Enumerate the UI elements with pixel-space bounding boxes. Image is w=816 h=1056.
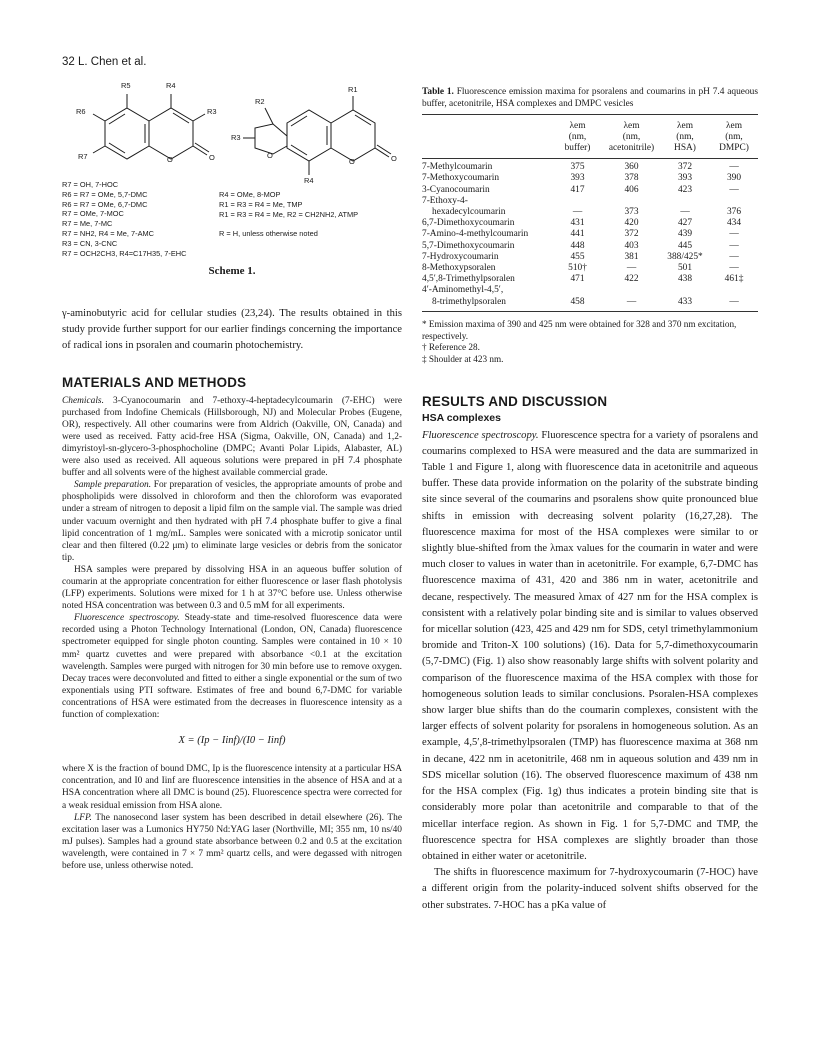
chemicals-title: Chemicals. [62, 395, 104, 406]
compound-name: 6,7-Dimethoxycoumarin [422, 218, 515, 229]
compound-name: 7-Amino-4-methylcoumarin [422, 229, 529, 240]
table-cell: 406 [624, 184, 639, 195]
legend-spacer [219, 219, 358, 229]
table-cell: — [729, 184, 739, 195]
lfp-paragraph [62, 812, 402, 872]
compound-name: hexadecylcoumarin [432, 206, 506, 217]
label-o-ring-psoralen: O [349, 157, 355, 166]
section-heading-results: RESULTS AND DISCUSSION [422, 393, 608, 409]
legend-line: R7 = OMe, 7-MOC [62, 209, 124, 219]
table-cell: — [626, 262, 637, 273]
table-cell: 455 [570, 251, 585, 262]
table-footnotes [422, 319, 758, 365]
lfp-title: LFP. [74, 812, 92, 823]
table-cell [552, 285, 603, 296]
legend-line: R7 = OH, 7-HOC [62, 180, 119, 189]
table-body [422, 162, 758, 308]
legend-line: R = H, unless otherwise noted [219, 229, 318, 239]
table-cell: 422 [624, 274, 639, 285]
scheme-1 [62, 78, 402, 318]
label-o-ring: O [167, 155, 173, 164]
table-cell: 427 [677, 218, 693, 229]
table-cell: 381 [624, 251, 639, 262]
fluorescence-text: Steady-state and time-resolved fluorescence data were recorded using a Photon Technology International (London, ON, Canada) fluorescence spectrometer equipped for single photon counting. Samples were contained in 10 × 10 mm² quartz cuvettes and were prepared with absorbance <0.1 at the excitation wavelength. Samples were purged with nitrogen for 30 min before use to remove oxygen. Decay traces were deconvoluted and fitted to either a single exponential or the sum of two exponentials using PTI software. Estimates of free and bound 6,7-DMC for variable concentrations of HSA were estimated from the decreases in fluorescence intensity as a function of complexation: [62, 613, 402, 721]
chemicals-text: 3-Cyanocoumarin and 7-ethoxy-4-heptadecylcoumarin (7-EHC) were purchased from Indofine Chemicals (Hillsborough, NJ) and Molecular Probes (Eugene, OR), respectively. All other coumarins were from Aldrich (Oakville, ON, Canada) and were used as received. Fatty acid-free HSA (Sigma, Oakville, ON, Canada) and 1,2-dimyristoyl-sn-glycero-3-phosphocholine (DMPC; Avanti Polar Lipids, Alabaster, AL) were also used as received. All aqueous solutions were prepared in pH 7.4 phosphate buffer and all solvents were of the highest available commercial grade. [62, 395, 402, 479]
table-cell: 458 [570, 296, 585, 307]
table-row [422, 185, 758, 196]
table-cell: 445 [677, 240, 693, 251]
table-caption-text: Fluorescence emission maxima for psoralens and coumarins in pH 7.4 aqueous buffer, acetonitrile, HSA complexes and DMPC vesicles [422, 87, 758, 109]
table-cell: 388/425* [667, 251, 703, 262]
table-cell: 393 [677, 173, 693, 184]
chemicals-paragraph [62, 395, 402, 480]
compound-name: 7-Methoxycoumarin [422, 173, 500, 184]
compound-name: 5,7-Dimethoxycoumarin [422, 240, 515, 251]
table-row [422, 218, 758, 229]
where-paragraph: where X is the fraction of bound DMC, Ip is the fluorescence intensity at a particular HSA concentration, and I0 and Iinf are fluorescence intensities in the absence of HSA and at a HSA concentration where all DMC is bound (25). Fluorescence spectra were corrected for a weak residual emission from HSA alone. [62, 764, 402, 811]
table-cell: 376 [726, 206, 742, 217]
table-row [422, 229, 758, 240]
intro-paragraph: γ-aminobutyric acid for cellular studies (23,24). The results obtained in this study provide further support for our earlier findings concerning the importance of radical ions in psoralen and coumarin photochemistry. [62, 308, 402, 352]
table-cell: 434 [726, 218, 742, 229]
legend-line: R7 = OCH2CH3, R4=C17H35, 7-EHC [62, 248, 187, 258]
scheme-caption: Scheme 1. [208, 265, 256, 277]
fs-title: Fluorescence spectroscopy. [422, 429, 539, 441]
table-cell [660, 285, 710, 296]
table-cell: 471 [570, 274, 585, 285]
table-row [422, 274, 758, 285]
table-cell: 423 [677, 184, 693, 195]
header-dmpc: λem (nm, DMPC) [719, 120, 749, 153]
table-row [422, 162, 758, 173]
label-r1: R1 [348, 85, 358, 94]
lfp-text: The nanosecond laser system has been described in detail elsewhere (26). The excitation laser was a Lumonics HY750 Nd:YAG laser (Northville, MI; 355 nm, 10 ns/40 mJ pulses). Samples had a ground state absorbance between 0.2 and 0.5 at the excitation wavelength, were contained in 7 × 7 mm² quartz cells, and were degassed with nitrogen before use, unless otherwise noted. [62, 812, 402, 871]
compound-name: 8-Methoxypsoralen [422, 262, 496, 273]
sample-text: For preparation of vesicles, the appropriate amounts of probe and phospholipids were dissolved in chloroform and then the chloroform was evaporated under a stream of nitrogen to deposit a lipid film on the sample vial. The sample was dried under vacuum overnight and then hydrated with pH 7.4 phosphate buffer to give a final lipid concentration of 1 mg/mL. Samples were sonicated with a microtip sonicator until clear and then filtered (0.22 μm) to eliminate large vesicles or debris from the sonicator tip. [62, 480, 403, 563]
label-r6: R6 [76, 107, 86, 116]
table-row [422, 285, 758, 296]
table-cell: 438 [677, 274, 693, 285]
label-r3-psoralen: R3 [231, 133, 241, 142]
table-cell: 461‡ [724, 274, 744, 285]
compound-name: 8-trimethylpsoralen [432, 296, 506, 307]
table-row [422, 263, 758, 274]
sample-title: Sample preparation. [74, 480, 152, 491]
table-cell: 439 [677, 229, 693, 240]
table-cell: — [729, 229, 739, 240]
legend-line: R6 = R7 = OMe, 5,7-DMC [62, 189, 148, 199]
hoc-paragraph: The shifts in fluorescence maximum for 7-hydroxycoumarin (7-HOC) have a different origin from the polarity-induced solvent shifts observed for the other substrates. 7-HOC has a pKa value of [422, 867, 758, 911]
table-row [422, 241, 758, 252]
table-cell: — [729, 296, 739, 307]
legend-line: R3 = CN, 3-CNC [62, 238, 118, 248]
equation: X = (Ip − Iinf)/(I0 − Iinf) [178, 735, 286, 747]
table-cell: 417 [570, 184, 585, 195]
legend-coumarins [62, 180, 186, 258]
legend-line: R1 = R3 = R4 = Me, TMP [219, 199, 303, 209]
table-cell: 378 [624, 173, 639, 184]
label-r4: R4 [166, 81, 176, 90]
table-cell: 372 [677, 162, 693, 173]
table-cell [660, 196, 710, 207]
footnote: † Reference 28. [422, 342, 480, 353]
compound-name: 7-Ethoxy-4- [422, 195, 468, 206]
label-o-furan: O [267, 151, 273, 160]
table-cell: 375 [570, 162, 585, 173]
subheading-hsa-complexes: HSA complexes [422, 411, 501, 424]
table-cell: 420 [624, 218, 639, 229]
label-r2: R2 [255, 97, 265, 106]
table-cell: 390 [726, 173, 742, 184]
compound-name: 7-Methylcoumarin [422, 162, 493, 173]
label-o-carbonyl-psoralen: O [391, 154, 397, 163]
table-cell [710, 285, 758, 296]
table-cell: — [729, 162, 739, 173]
table-row [422, 252, 758, 263]
table-cell: 441 [570, 229, 585, 240]
legend-line: R4 = OMe, 8-MOP [219, 190, 281, 199]
table-row [422, 173, 758, 184]
table-caption-label: Table 1. [422, 87, 454, 97]
label-o-carbonyl: O [209, 153, 215, 162]
table-cell: 501 [677, 262, 693, 273]
table-row [422, 196, 758, 207]
methods-text [62, 395, 402, 872]
label-r3: R3 [207, 107, 217, 116]
table-cell: 372 [624, 229, 639, 240]
hsa-paragraph: HSA samples were prepared by dissolving HSA in an aqueous buffer solution of coumarin at the appropriate concentration for either fluorescence or laser flash photolysis (LFP) experiments. Solutions were mixed for 1 h at 37°C before use. Unless otherwise noted HSA concentration was between 0.3 and 0.5 mM for all experiments. [62, 564, 402, 612]
table-cell: 393 [570, 173, 585, 184]
section-heading-materials: MATERIALS AND METHODS [62, 374, 247, 390]
compound-name: 4′-Aminomethyl-4,5′, [422, 285, 504, 296]
table-cell: 373 [624, 206, 639, 217]
table-cell: 448 [570, 240, 585, 251]
label-r7: R7 [78, 152, 88, 161]
fluorescence-paragraph [62, 612, 402, 721]
table-row [422, 207, 758, 218]
table-row [422, 297, 758, 308]
sample-paragraph [62, 479, 402, 564]
table-cell: 403 [624, 240, 639, 251]
table-cell: — [729, 251, 739, 262]
left-column [62, 306, 402, 872]
table-cell: 360 [624, 162, 639, 173]
table-cell: — [729, 240, 739, 251]
table-cell: — [680, 206, 690, 217]
fluorescence-results-paragraph [422, 428, 758, 865]
legend-line: R7 = NH2, R4 = Me, 7-AMC [62, 228, 155, 238]
table-cell: — [572, 206, 583, 217]
running-head: 32 L. Chen et al. [62, 56, 147, 68]
compound-name: 4,5′,8-Trimethylpsoralen [422, 274, 515, 285]
footnote: ‡ Shoulder at 423 nm. [422, 354, 504, 365]
legend-psoralens [219, 190, 358, 239]
table-cell: — [729, 262, 739, 273]
compound-name: 7-Hydroxycoumarin [422, 251, 499, 262]
results-text [422, 428, 758, 914]
label-r5: R5 [121, 81, 131, 90]
label-r4-psoralen: R4 [304, 176, 314, 185]
table-cell: 433 [677, 296, 693, 307]
legend-line: R7 = Me, 7-MC [62, 219, 113, 229]
fluorescence-title: Fluorescence spectroscopy. [74, 613, 180, 624]
table-cell: — [626, 296, 637, 307]
table-1 [422, 114, 758, 312]
table-cell [552, 196, 603, 207]
compound-name: 3-Cyanocoumarin [422, 184, 490, 195]
legend-line: R1 = R3 = R4 = Me, R2 = CH2NH2, ATMP [219, 209, 359, 219]
table-cell [603, 285, 660, 296]
table-header-row [422, 121, 758, 155]
header-acetonitrile: λem (nm, acetonitrile) [608, 120, 655, 153]
header-hsa: λem (nm, HSA) [674, 120, 696, 153]
table-cell [710, 196, 758, 207]
table-caption [422, 86, 758, 110]
table-cell: 510† [568, 262, 587, 273]
legend-line: R6 = R7 = OMe, 6,7-DMC [62, 199, 148, 209]
footnote: * Emission maxima of 390 and 425 nm were obtained for 328 and 370 nm excitation, respectively. [422, 319, 737, 341]
header-buffer: λem (nm, buffer) [564, 120, 591, 153]
fs-text: Fluorescence spectra for a variety of psoralens and coumarins complexed to HSA were measured and the data are summarized in Table 1 and Figure 1, along with fluorescence data in acetonitrile and aqueous buffer. These data provide information on the polarity of the substrate binding site since several of the coumarins and psoralens show quite pronounced blue shifts in emission with decreasing solvent polarity (16,27,28). The fluorescence maxima for most of the HSA complexes were similar to or slightly blue-shifted from the λmax values for the coumarin in water and were much closer to values in water than in acetonitrile. For example, 6,7-DMC has fluorescence maxima of 431, 420 and 386 nm in water, acetonitrile and decane, respectively. The measured λmax of 427 nm for the HSA complex is consistent with a relatively polar binding site and is similar to values observed for micellar solution (423, 425 and 429 nm for SDS, cetyl trimethylammonium bromide and Triton-X 100 solutions) (16). Data for 5,7-dimethoxycoumarin (5,7-DMC) (Fig. 1) also show reasonably large shifts with solvent polarity and comparison of the fluorescence maxima of the HSA complex with those for homogeneous solution leads to similar conclusions. Psoralen-HSA complexes show larger blue shifts than do the coumarin complexes, consistent with the larger effects of solvent polarity for psoralens in homogeneous solution. As an example, 4,5′,8-trimethylpsoralen (TMP) has fluorescence maxima at 368 nm in decane, 422 nm in acetonitrile, 468 nm in aqueous solution and 439 nm in SDS micellar solution (16). The observed fluorescence maximum of 438 nm for the HSA complex (Fig. 1g) thus indicates a protein binding site that is considerably more polar than acetonitrile and comparable to that of the micellar interface region. As shown in Fig. 1 for 5,7-DMC and TMP, the fluorescence spectra for HSA complexes are slightly broader than those obtained in either water or acetonitrile. [422, 429, 759, 862]
table-cell [603, 196, 660, 207]
table-cell: 431 [570, 218, 585, 229]
right-column [422, 86, 758, 914]
